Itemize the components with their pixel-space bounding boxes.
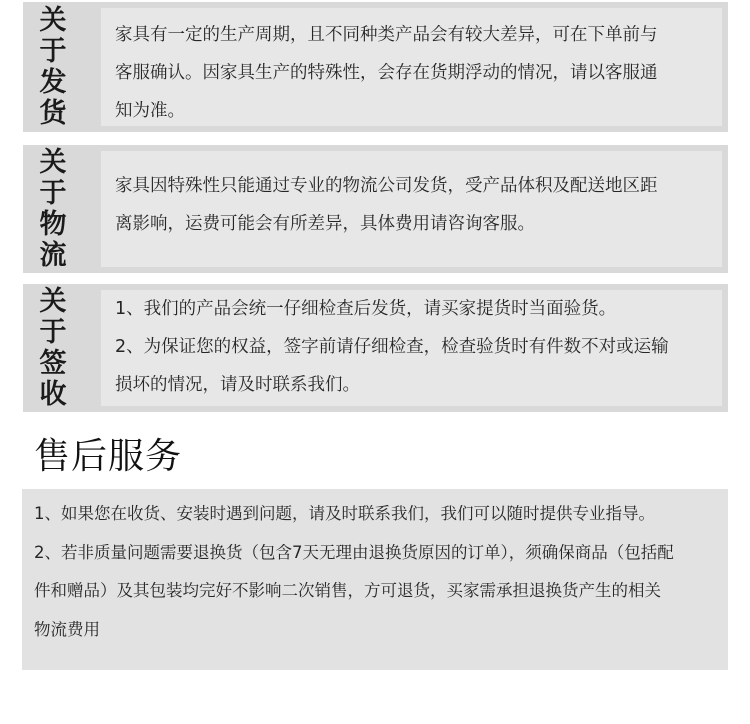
content-line: 1、我们的产品会统一仔细检查后发货，请买家提货时当面验货。 [115,299,617,319]
content-line: 知为准。 [115,101,185,121]
label-char: 流 [39,240,67,271]
label-char: 于 [39,317,67,348]
logistics-section-content [101,151,722,267]
content-line: 家具因特殊性只能通过专业的物流公司发货，受产品体积及配送地区距 [115,176,658,196]
label-char: 物 [39,209,67,240]
content-line: 物流费用 [34,619,100,639]
label-char: 发 [39,67,67,98]
receipt-section-content [101,290,722,406]
shipping-section-content [101,8,722,126]
receipt-section [23,284,728,412]
content-line: 损坏的情况，请及时联系我们。 [115,375,360,395]
shipping-section [23,2,728,132]
content-line: 2、为保证您的权益，签字前请仔细检查，检查验货时有件数不对或运输 [115,337,669,357]
content-line: 2、若非质量问题需要退换货（包含7天无理由退换货原因的订单），须确保商品（包括配 [34,542,674,562]
content-line: 件和赠品）及其包装均完好不影响二次销售，方可退货，买家需承担退换货产生的相关 [34,581,661,600]
logistics-section [23,145,728,273]
label-char: 于 [39,36,67,67]
label-char: 货 [39,98,67,129]
content-line: 离影响，运费可能会有所差异，具体费用请咨询客服。 [115,214,535,234]
label-char: 于 [39,178,67,209]
content-line: 1、如果您在收货、安装时遇到问题，请及时联系我们，我们可以随时提供专业指导。 [34,504,655,523]
content-line: 家具有一定的生产周期，且不同种类产品会有较大差异，可在下单前与 [115,25,658,45]
after-sales-title: 售后服务 [34,436,183,477]
label-char: 关 [39,147,67,178]
label-char: 签 [39,348,67,379]
content-line: 客服确认。因家具生产的特殊性，会存在货期浮动的情况，请以客服通 [115,63,658,83]
label-char: 收 [39,379,67,410]
logistics-section-label [23,145,83,273]
after-sales-content [22,489,728,670]
label-char: 关 [39,286,67,317]
label-char: 关 [39,5,67,36]
receipt-section-label [23,284,83,412]
shipping-section-label [23,2,83,132]
